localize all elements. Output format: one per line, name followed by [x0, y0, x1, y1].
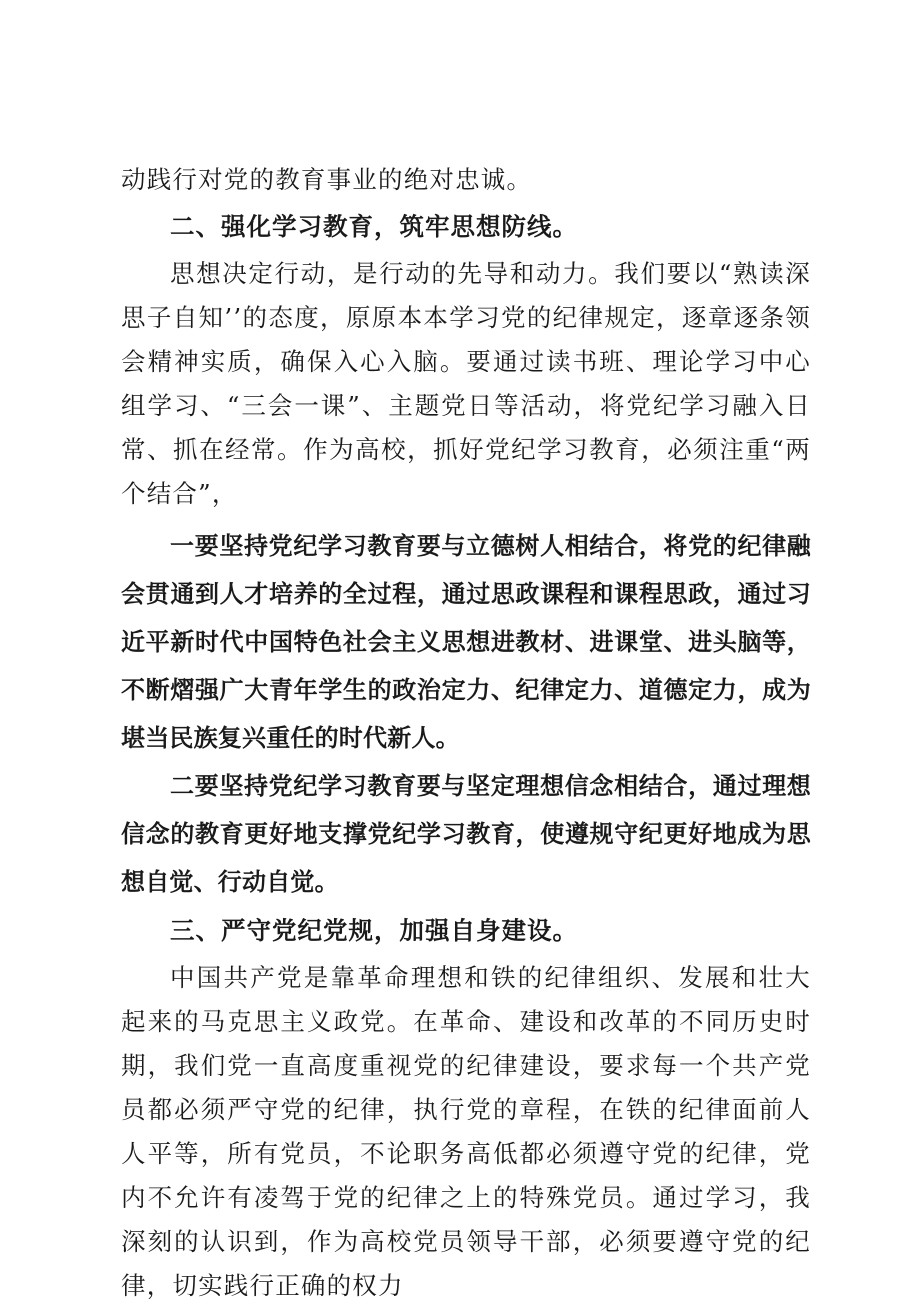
- paragraph-second-combination: 二要坚持党纪学习教育要与坚定理想信念相结合，通过理想信念的教育更好地支撑党纪学习教育，使遵规守纪更好地成为思想自觉、行动自觉。: [121, 772, 811, 896]
- paragraph-continuation: 动践行对党的教育事业的绝对忠诚。: [121, 165, 533, 194]
- document-body: [121, 158, 811, 1308]
- section-heading-2: 二、强化学习教育，筑牢思想防线。: [170, 212, 578, 241]
- paragraph-study: 思想决定行动，是行动的先导和动力。我们要以“熟读深思子自知’’的态度，原原本本学习党的纪律规定，逐章逐条领会精神实质，确保入心入脑。要通过读书班、理论学习中心组学习、“三会一课”、主题党日等活动，将党纪学习融入日常、抓在经常。作为高校，抓好党纪学习教育，必须注重“两个结合”，: [121, 259, 811, 508]
- section-heading-3: 三、严守党纪党规，加强自身建设。: [170, 916, 578, 945]
- paragraph-discipline: 中国共产党是靠革命理想和铁的纪律组织、发展和壮大起来的马克思主义政党。在革命、建设和改革的不同历史时期，我们党一直高度重视党的纪律建设，要求每一个共产党员都必须严守党的纪律，执行党的章程，在铁的纪律面前人人平等，所有党员，不论职务高低都必须遵守党的纪律，党内不允许有凌驾于党的纪律之上的特殊党员。通过学习，我深刻的认识到，作为高校党员领导干部，必须要遵守党的纪律，切实践行正确的权力: [121, 963, 811, 1300]
- paragraph-first-combination: 一要坚持党纪学习教育要与立德树人相结合，将党的纪律融会贯通到人才培养的全过程，通过思政课程和课程思政，通过习近平新时代中国特色社会主义思想进教材、进课堂、进头脑等，不断熠强广大青年学生的政治定力、纪律定力、道德定力，成为堪当民族复兴重任的时代新人。: [121, 532, 811, 752]
